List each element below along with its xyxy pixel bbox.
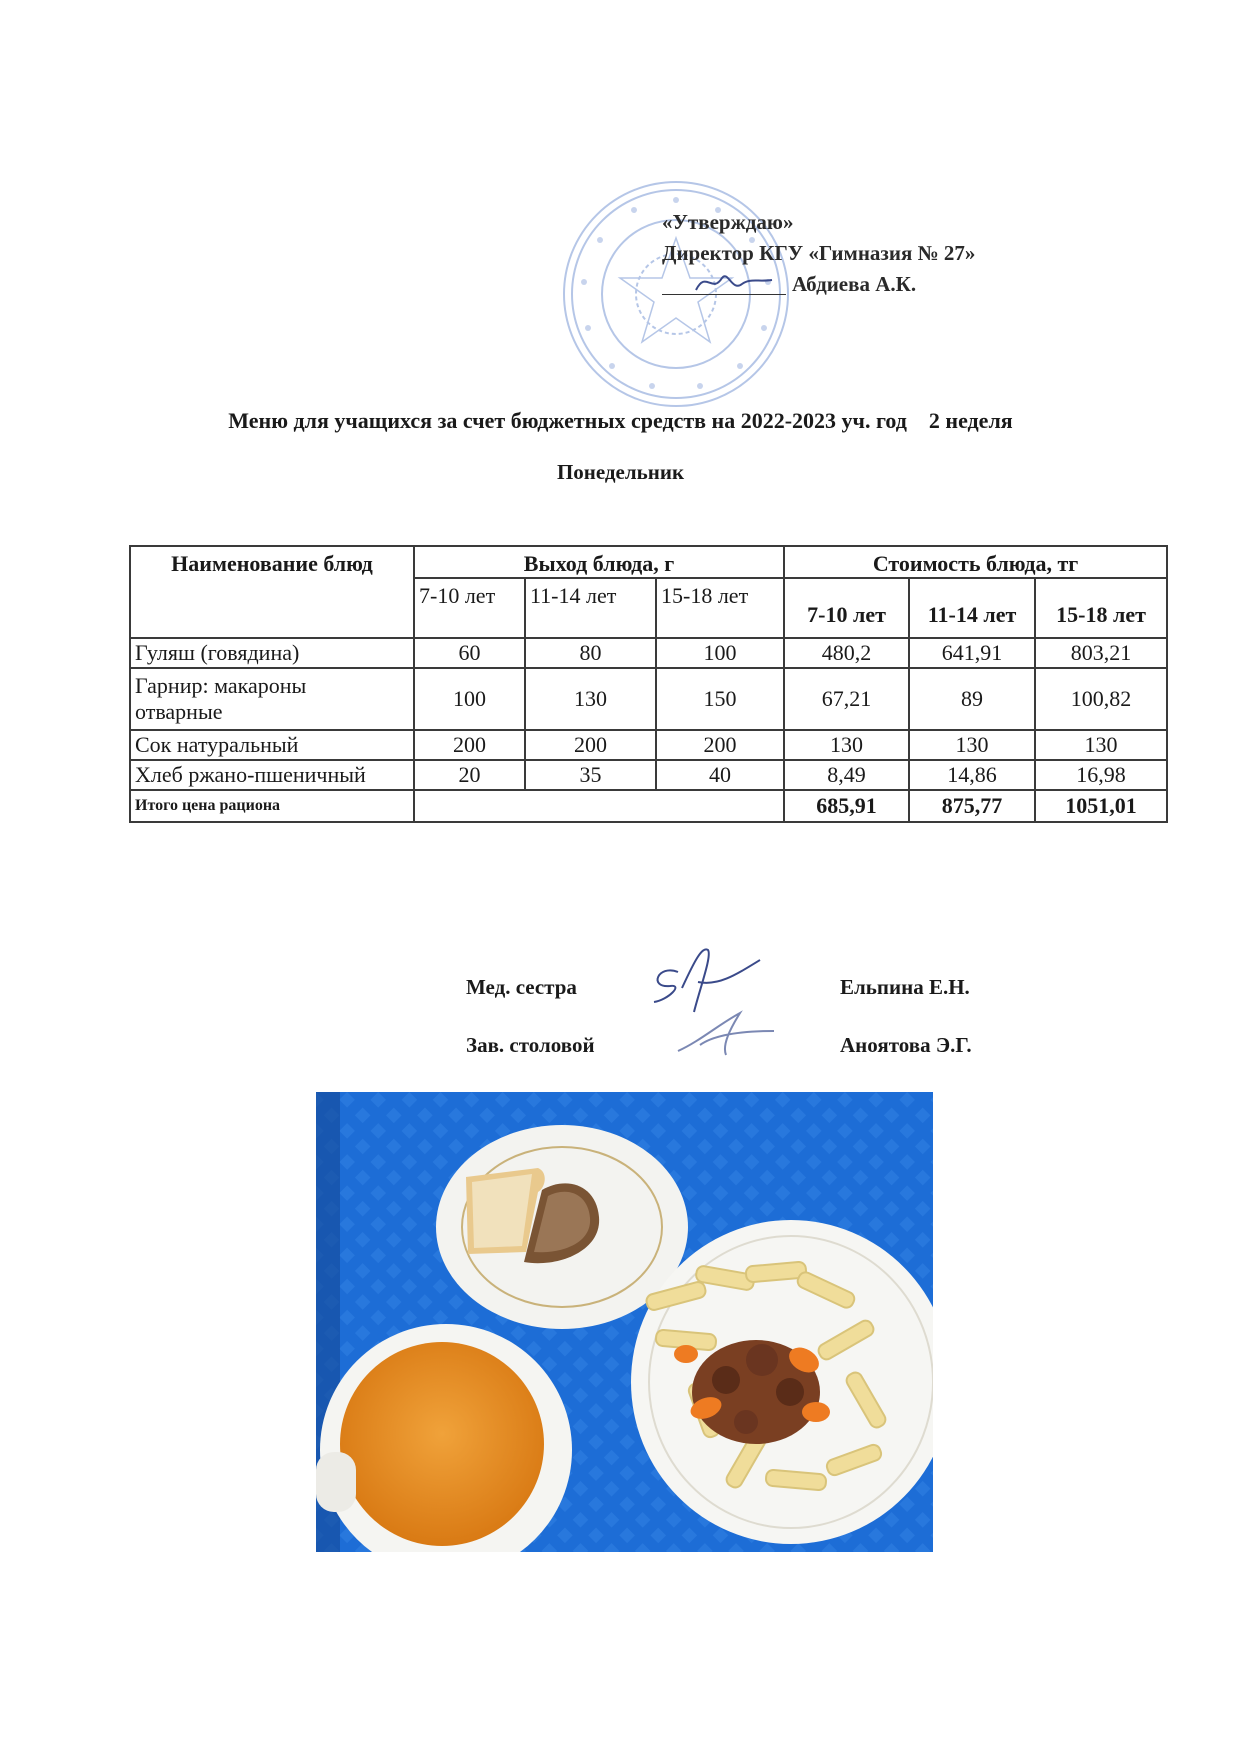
director-signature [688,264,778,300]
yield-cell: 100 [656,638,784,668]
cost-cell: 8,49 [784,760,909,790]
total-cost-cell: 685,91 [784,790,909,822]
yield-cell: 20 [414,760,525,790]
yield-cell: 80 [525,638,656,668]
canteen-name: Аноятова Э.Г. [840,1033,972,1057]
meal-photo [316,1092,933,1552]
dish-name: Сок натуральный [130,730,414,760]
approval-line-3: Абдиева А.К. [792,272,917,296]
approval-line-1: «Утверждаю» [662,210,794,234]
canteen-role: Зав. столовой [466,1033,595,1057]
menu-table [129,545,1168,823]
nurse-name: Ельпина Е.Н. [840,975,970,999]
header-cost-age-2: 11-14 лет [909,578,1035,638]
cost-cell: 480,2 [784,638,909,668]
approval-line-2: Директор КГУ «Гимназия № 27» [662,241,976,265]
table-row [130,730,1167,760]
header-cost: Стоимость блюда, тг [784,546,1167,578]
yield-cell: 35 [525,760,656,790]
header-yield-age-3: 15-18 лет [656,578,784,638]
cost-cell: 16,98 [1035,760,1167,790]
cost-cell: 641,91 [909,638,1035,668]
dish-name: Гуляш (говядина) [130,638,414,668]
total-label: Итого цена рациона [130,790,414,822]
header-yield-age-1: 7-10 лет [414,578,525,638]
nurse-role: Мед. сестра [466,975,577,999]
yield-cell: 150 [656,668,784,730]
header-cost-age-3: 15-18 лет [1035,578,1167,638]
total-row [130,790,1167,822]
yield-cell: 130 [525,668,656,730]
cost-cell: 130 [909,730,1035,760]
cost-cell: 100,82 [1035,668,1167,730]
total-yield-empty [414,790,784,822]
yield-cell: 60 [414,638,525,668]
cost-cell: 14,86 [909,760,1035,790]
cost-cell: 130 [1035,730,1167,760]
total-cost-cell: 1051,01 [1035,790,1167,822]
header-yield: Выход блюда, г [414,546,784,578]
table-row [130,638,1167,668]
yield-cell: 200 [414,730,525,760]
yield-cell: 100 [414,668,525,730]
cost-cell: 803,21 [1035,638,1167,668]
header-yield-age-2: 11-14 лет [525,578,656,638]
header-dish-name: Наименование блюд [130,546,414,638]
cost-cell: 67,21 [784,668,909,730]
dish-name: Хлеб ржано-пшеничный [130,760,414,790]
table-row [130,760,1167,790]
dish-name: Гарнир: макароны отварные [130,668,414,730]
cost-cell: 89 [909,668,1035,730]
header-cost-age-1: 7-10 лет [784,578,909,638]
day-heading: Понедельник [556,460,685,484]
yield-cell: 40 [656,760,784,790]
cost-cell: 130 [784,730,909,760]
total-cost-cell: 875,77 [909,790,1035,822]
yield-cell: 200 [656,730,784,760]
menu-title: Меню для учащихся за счет бюджетных средств на 2022-2023 уч. год 2 неделя [228,408,1013,433]
table-row [130,668,1167,730]
canteen-signature [670,1005,780,1061]
yield-cell: 200 [525,730,656,760]
